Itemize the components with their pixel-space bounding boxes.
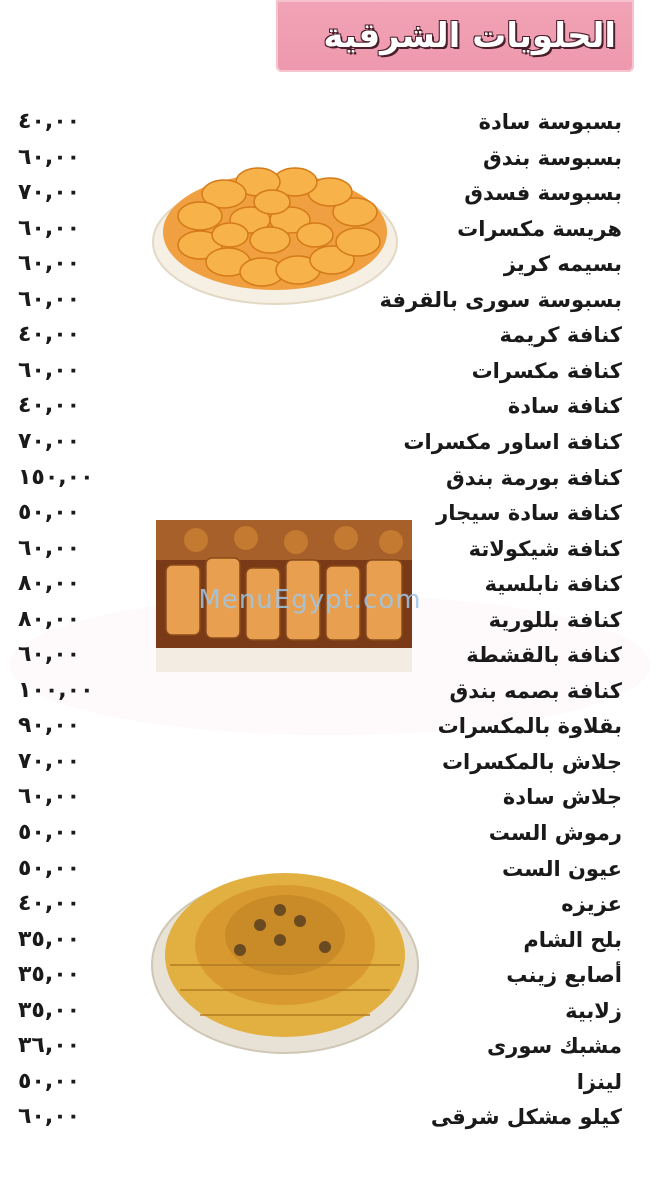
menu-item-price: ٦٠,٠٠ xyxy=(18,784,81,809)
menu-item xyxy=(0,815,660,851)
menu-item-name: رموش الست xyxy=(488,821,622,845)
menu-item-name: كنافة بورمة بندق xyxy=(445,466,622,490)
menu-item-price: ٥٠,٠٠ xyxy=(18,856,81,881)
menu-item-price: ٦٠,٠٠ xyxy=(18,1104,81,1129)
menu-item-name: مشبك سورى xyxy=(487,1034,622,1058)
menu-item-price: ٦٠,٠٠ xyxy=(18,287,81,312)
menu-item-name: كنافة بصمه بندق xyxy=(449,679,622,703)
menu-item xyxy=(0,388,660,424)
menu-item xyxy=(0,175,660,211)
menu-item xyxy=(0,531,660,567)
menu-item xyxy=(0,317,660,353)
menu-item-name: بقلاوة بالمكسرات xyxy=(437,714,622,738)
menu-item-price: ٣٥,٠٠ xyxy=(18,962,81,987)
watermark-text: MenuEgypt.com xyxy=(198,585,422,615)
menu-item-price: ٥٠,٠٠ xyxy=(18,1069,81,1094)
menu-item-name: بسبوسة سادة xyxy=(478,110,622,134)
menu-item-price: ٣٥,٠٠ xyxy=(18,927,81,952)
menu-item-price: ٦٠,٠٠ xyxy=(18,216,81,241)
menu-item-name: كنافة اساور مكسرات xyxy=(403,430,622,454)
menu-item-price: ٨٠,٠٠ xyxy=(18,571,81,596)
menu-item-price: ٨٠,٠٠ xyxy=(18,607,81,632)
menu-item xyxy=(0,851,660,887)
menu-item-price: ٧٠,٠٠ xyxy=(18,429,81,454)
menu-item xyxy=(0,495,660,531)
menu-item-price: ١٠٠,٠٠ xyxy=(18,678,94,703)
menu-item-price: ٤٠,٠٠ xyxy=(18,891,81,916)
menu-item xyxy=(0,104,660,140)
menu-item xyxy=(0,566,660,602)
menu-item-name: بسبوسة فسدق xyxy=(464,181,622,205)
menu-item xyxy=(0,211,660,247)
menu-item-price: ٤٠,٠٠ xyxy=(18,393,81,418)
menu-item-name: كيلو مشكل شرقى xyxy=(430,1105,622,1129)
menu-item xyxy=(0,957,660,993)
menu-item-price: ٦٠,٠٠ xyxy=(18,145,81,170)
menu-item-price: ٤٠,٠٠ xyxy=(18,109,81,134)
menu-item-price: ١٥٠,٠٠ xyxy=(18,465,94,490)
menu-item-price: ٣٥,٠٠ xyxy=(18,998,81,1023)
menu-item xyxy=(0,602,660,638)
menu-item xyxy=(0,460,660,496)
menu-item xyxy=(0,1064,660,1100)
menu-item-name: زلابية xyxy=(565,999,622,1023)
menu-item-name: كنافة شيكولاتة xyxy=(468,537,622,561)
menu-item-price: ٧٠,٠٠ xyxy=(18,180,81,205)
menu-item xyxy=(0,140,660,176)
menu-item-name: عزيزه xyxy=(561,892,622,916)
menu-item-name: جلاش بالمكسرات xyxy=(441,750,622,774)
menu-item-price: ٩٠,٠٠ xyxy=(18,713,81,738)
menu-item-name: عيون الست xyxy=(501,857,622,881)
menu-item-name: أصابع زينب xyxy=(506,963,622,987)
menu-item-name: كنافة نابلسية xyxy=(484,572,622,596)
menu-item-name: بسيمه كريز xyxy=(503,252,622,276)
menu-item-price: ٦٠,٠٠ xyxy=(18,251,81,276)
menu-item xyxy=(0,886,660,922)
menu-item xyxy=(0,779,660,815)
menu-item-price: ٥٠,٠٠ xyxy=(18,820,81,845)
menu-item-price: ٦٠,٠٠ xyxy=(18,536,81,561)
menu-item-name: لينزا xyxy=(576,1070,622,1094)
menu-item-price: ٧٠,٠٠ xyxy=(18,749,81,774)
menu-item-name: كنافة كريمة xyxy=(499,323,622,347)
menu-item-name: بسبوسة سورى بالقرفة xyxy=(379,288,622,312)
menu-item xyxy=(0,673,660,709)
menu-item-name: كنافة سادة xyxy=(507,394,622,418)
menu-item-name: كنافة مكسرات xyxy=(471,359,622,383)
menu-item xyxy=(0,353,660,389)
menu-item-name: جلاش سادة xyxy=(502,785,622,809)
menu-item-price: ٥٠,٠٠ xyxy=(18,500,81,525)
menu-item xyxy=(0,744,660,780)
menu-item xyxy=(0,246,660,282)
menu-item-name: كنافة بللورية xyxy=(488,608,622,632)
menu-item xyxy=(0,424,660,460)
menu-item xyxy=(0,1028,660,1064)
menu-item-price: ٤٠,٠٠ xyxy=(18,322,81,347)
menu-item-price: ٦٠,٠٠ xyxy=(18,358,81,383)
menu-item-name: كنافة بالقشطة xyxy=(466,643,622,667)
menu-item-name: هريسة مكسرات xyxy=(457,217,622,241)
menu-item-name: كنافة سادة سيجار xyxy=(436,501,622,525)
menu-item xyxy=(0,922,660,958)
menu-item xyxy=(0,993,660,1029)
menu-item-name: بلح الشام xyxy=(523,928,622,952)
page-title: الحلويات الشرقية xyxy=(323,16,616,56)
menu-item xyxy=(0,637,660,673)
menu-item xyxy=(0,708,660,744)
menu-item xyxy=(0,282,660,318)
menu-item-price: ٣٦,٠٠ xyxy=(18,1033,81,1058)
menu-item xyxy=(0,1099,660,1135)
menu-item-price: ٦٠,٠٠ xyxy=(18,642,81,667)
menu-item-name: بسبوسة بندق xyxy=(482,146,622,170)
